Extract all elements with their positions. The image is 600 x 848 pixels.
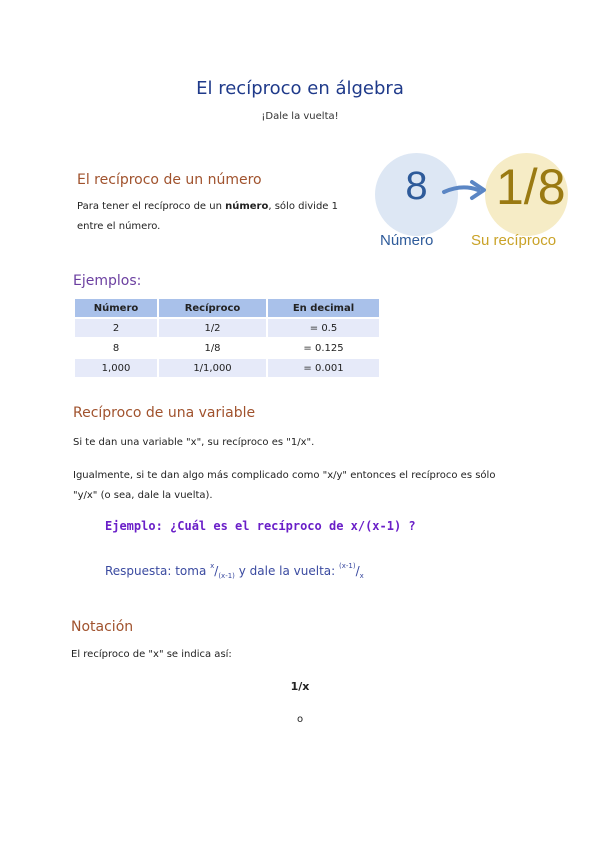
section-heading-number-reciprocal: El recíproco de un número <box>77 172 262 188</box>
examples-heading: Ejemplos: <box>73 273 142 289</box>
table-header: Número <box>75 299 157 317</box>
section1-text-line2: entre el número. <box>77 221 161 232</box>
section2-paragraph2-line2: "y/x" (o sea, dale la vuelta). <box>73 490 213 501</box>
page-title: El recíproco en álgebra <box>196 78 404 99</box>
section1-text-before: Para tener el recíproco de un <box>77 201 226 212</box>
table-cell: = 0.125 <box>268 339 379 357</box>
answer-middle: y dale la vuelta: <box>234 564 339 578</box>
table-cell: = 0.001 <box>268 359 379 377</box>
section-heading-variable-reciprocal: Recíproco de una variable <box>73 405 256 421</box>
table-cell: 1,000 <box>75 359 157 377</box>
answer-numerator-2: (x-1) <box>339 562 356 570</box>
table-cell: 8 <box>75 339 157 357</box>
answer-denominator-1: (x-1) <box>218 572 235 580</box>
table-row <box>75 339 379 357</box>
examples-table <box>73 297 381 379</box>
example-question: Ejemplo: ¿Cuál es el recíproco de x/(x-1) ? <box>105 519 416 533</box>
reciprocal-illustration <box>372 150 566 255</box>
table-header: Recíproco <box>159 299 266 317</box>
illustration-reciprocal-label: Su recíproco <box>471 232 557 249</box>
section-heading-notation: Notación <box>71 619 134 635</box>
illustration-number: 8 <box>405 164 428 208</box>
answer-denominator-2: x <box>359 572 364 580</box>
section2-paragraph2-line1: Igualmente, si te dan algo más complicado como "x/y" entonces el recíproco es sólo <box>73 470 496 481</box>
table-row <box>75 319 379 337</box>
section2-paragraph1: Si te dan una variable "x", su recíproco es "1/x". <box>73 437 315 448</box>
section1-paragraph <box>77 197 338 237</box>
section1-text-after: , sólo divide 1 <box>268 201 338 212</box>
table-header: En decimal <box>268 299 379 317</box>
table-cell: 1/8 <box>159 339 266 357</box>
table-cell: = 0.5 <box>268 319 379 337</box>
table-row <box>75 359 379 377</box>
notation-paragraph: El recíproco de "x" se indica así: <box>71 649 232 660</box>
page-subtitle: ¡Dale la vuelta! <box>261 111 339 122</box>
answer-prefix: Respuesta: toma <box>105 564 211 578</box>
answer-numerator-1: x <box>210 562 215 570</box>
arrow-right-icon <box>442 178 488 202</box>
table-cell: 1/2 <box>159 319 266 337</box>
example-answer: Respuesta: toma $^x/_{(x-1)}$ y dale la vuelta: $^{(x-1)}/_x$ <box>105 562 364 580</box>
notation-or: o <box>296 714 304 725</box>
illustration-number-label: Número <box>380 232 434 249</box>
section2-paragraph2 <box>73 466 495 506</box>
notation-formula: 1/x <box>290 680 310 693</box>
illustration-reciprocal: 1/8 <box>496 159 566 215</box>
table-cell: 2 <box>75 319 157 337</box>
section1-text-bold: número <box>225 201 269 212</box>
table-header-row <box>75 299 379 317</box>
table-cell: 1/1,000 <box>159 359 266 377</box>
